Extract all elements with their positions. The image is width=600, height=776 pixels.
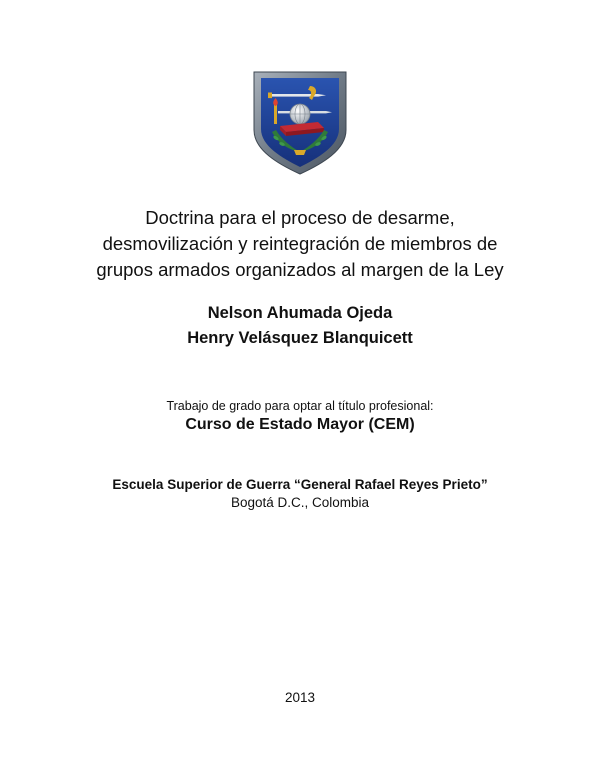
institution-location: Bogotá D.C., Colombia xyxy=(230,495,370,510)
degree-purpose-text: Trabajo de grado para optar al título profesional: xyxy=(166,399,434,413)
institution-crest xyxy=(252,68,348,176)
publication-year: 2013 xyxy=(284,690,316,705)
document-title xyxy=(40,205,560,283)
author-list xyxy=(40,301,560,351)
author-name: Henry Velásquez Blanquicett xyxy=(187,329,413,347)
military-school-crest-icon xyxy=(252,68,348,176)
title-line: desmovilización y reintegración de miembros de xyxy=(102,233,498,254)
degree-title: Curso de Estado Mayor (CEM) xyxy=(185,416,415,433)
title-line: grupos armados organizados al margen de la Ley xyxy=(96,259,504,280)
institution-name: Escuela Superior de Guerra “General Rafael Reyes Prieto” xyxy=(112,477,488,492)
title-line: Doctrina para el proceso de desarme, xyxy=(145,207,455,228)
author-name: Nelson Ahumada Ojeda xyxy=(207,304,393,322)
